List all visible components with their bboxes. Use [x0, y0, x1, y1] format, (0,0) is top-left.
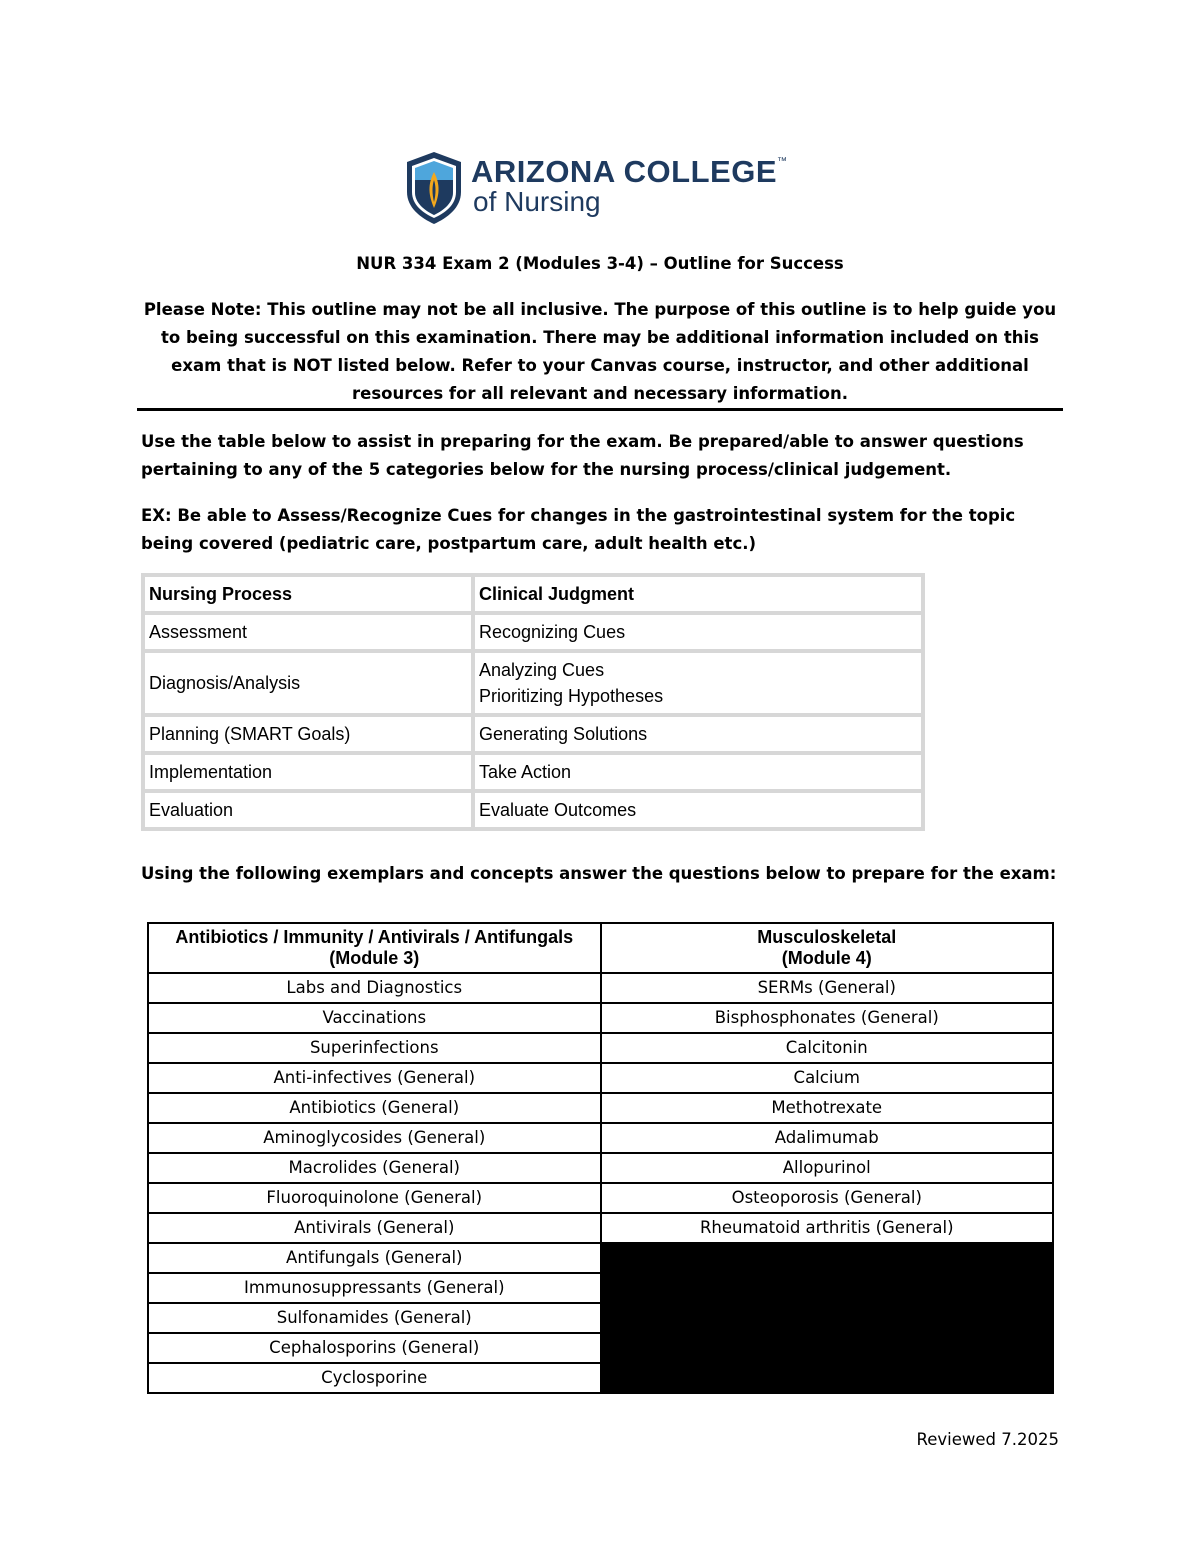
- page-title: NUR 334 Exam 2 (Modules 3-4) – Outline for Success: [356, 254, 844, 273]
- table-row: [148, 1153, 1053, 1183]
- table-cell: Antivirals (General): [148, 1213, 601, 1243]
- header-line: (Module 3): [329, 948, 420, 968]
- header-clinical-judgment: Clinical Judgment: [475, 577, 921, 611]
- intro-paragraph: Use the table below to assist in preparing for the exam. Be prepared/able to answer questions pertaining to any of the 5 categories below for the nursing process/clinical judgement.: [141, 432, 1024, 479]
- table-cell: Calcium: [601, 1063, 1054, 1093]
- table-cell: Immunosuppressants (General): [148, 1273, 601, 1303]
- table-cell: Osteoporosis (General): [601, 1183, 1054, 1213]
- table-cell: Aminoglycosides (General): [148, 1123, 601, 1153]
- table-cell: Antibiotics (General): [148, 1093, 601, 1123]
- cell-line: Analyzing Cues: [479, 660, 605, 680]
- table-cell: Planning (SMART Goals): [145, 717, 471, 751]
- table-cell: Evaluation: [145, 793, 471, 827]
- table-cell: Cephalosporins (General): [148, 1333, 601, 1363]
- table-cell: Take Action: [475, 755, 921, 789]
- table-row: [148, 973, 1053, 1003]
- table-row: [148, 1183, 1053, 1213]
- table-cell: Assessment: [145, 615, 471, 649]
- table-cell: Sulfonamides (General): [148, 1303, 601, 1333]
- table-cell: Evaluate Outcomes: [475, 793, 921, 827]
- cell-line: Prioritizing Hypotheses: [479, 686, 664, 706]
- header-line: (Module 4): [781, 948, 872, 968]
- table-cell: Implementation: [145, 755, 471, 789]
- table-cell: Cyclosporine: [148, 1363, 601, 1393]
- table-cell: Anti-infectives (General): [148, 1063, 601, 1093]
- table-row: [148, 1033, 1053, 1063]
- table-cell: Vaccinations: [148, 1003, 601, 1033]
- header-module-4: [601, 923, 1054, 973]
- table-cell: Methotrexate: [601, 1093, 1054, 1123]
- table-row: [145, 615, 921, 649]
- table-row: [145, 755, 921, 789]
- college-logo: [403, 150, 803, 230]
- disclaimer-note: Please Note: This outline may not be all inclusive. The purpose of this outline is to help guide you to being successful on this examination. There may be additional information included on this exam that is NOT listed below. Refer to your Canvas course, instructor, and other additional resources for all relevant and necessary information.: [143, 300, 1057, 403]
- table-cell: Macrolides (General): [148, 1153, 601, 1183]
- shield-icon: [403, 150, 465, 226]
- nursing-process-table: [141, 573, 925, 831]
- table-cell: Diagnosis/Analysis: [145, 653, 471, 713]
- table-cell: Adalimumab: [601, 1123, 1054, 1153]
- table-cell: [475, 653, 921, 713]
- table-row: [148, 1213, 1053, 1243]
- table-cell: Labs and Diagnostics: [148, 973, 601, 1003]
- divider: [137, 408, 1063, 411]
- blacked-out-cell: [601, 1243, 1054, 1393]
- logo-line2: of Nursing: [473, 186, 601, 217]
- table-cell: Allopurinol: [601, 1153, 1054, 1183]
- table-row: [148, 1063, 1053, 1093]
- reviewed-date: Reviewed 7.2025: [916, 1430, 1059, 1449]
- header-nursing-process: Nursing Process: [145, 577, 471, 611]
- table-header-row: [145, 577, 921, 611]
- table-row: [145, 793, 921, 827]
- logo-line1: ARIZONA COLLEGE™: [471, 154, 788, 189]
- table-row: [148, 1093, 1053, 1123]
- table-row: [145, 653, 921, 713]
- table-row: [148, 1003, 1053, 1033]
- table-cell: Generating Solutions: [475, 717, 921, 751]
- table-row: [148, 1243, 1053, 1273]
- header-line: Antibiotics / Immunity / Antivirals / Antifungals: [175, 927, 574, 947]
- table-row: [148, 1123, 1053, 1153]
- table-header-row: [148, 923, 1053, 973]
- table-cell: Rheumatoid arthritis (General): [601, 1213, 1054, 1243]
- table-cell: Fluoroquinolone (General): [148, 1183, 601, 1213]
- header-module-3: [148, 923, 601, 973]
- table-row: [145, 717, 921, 751]
- table-cell: Recognizing Cues: [475, 615, 921, 649]
- table-cell: Superinfections: [148, 1033, 601, 1063]
- example-paragraph: EX: Be able to Assess/Recognize Cues for changes in the gastrointestinal system for the topic being covered (pediatric care, postpartum care, adult health etc.): [141, 506, 1016, 553]
- table-cell: SERMs (General): [601, 973, 1054, 1003]
- exemplar-intro: Using the following exemplars and concepts answer the questions below to prepare for the exam:: [141, 864, 1057, 883]
- table-cell: Calcitonin: [601, 1033, 1054, 1063]
- header-line: Musculoskeletal: [757, 927, 897, 947]
- table-cell: Bisphosphonates (General): [601, 1003, 1054, 1033]
- table-cell: Antifungals (General): [148, 1243, 601, 1273]
- exemplar-table: [147, 922, 1054, 1394]
